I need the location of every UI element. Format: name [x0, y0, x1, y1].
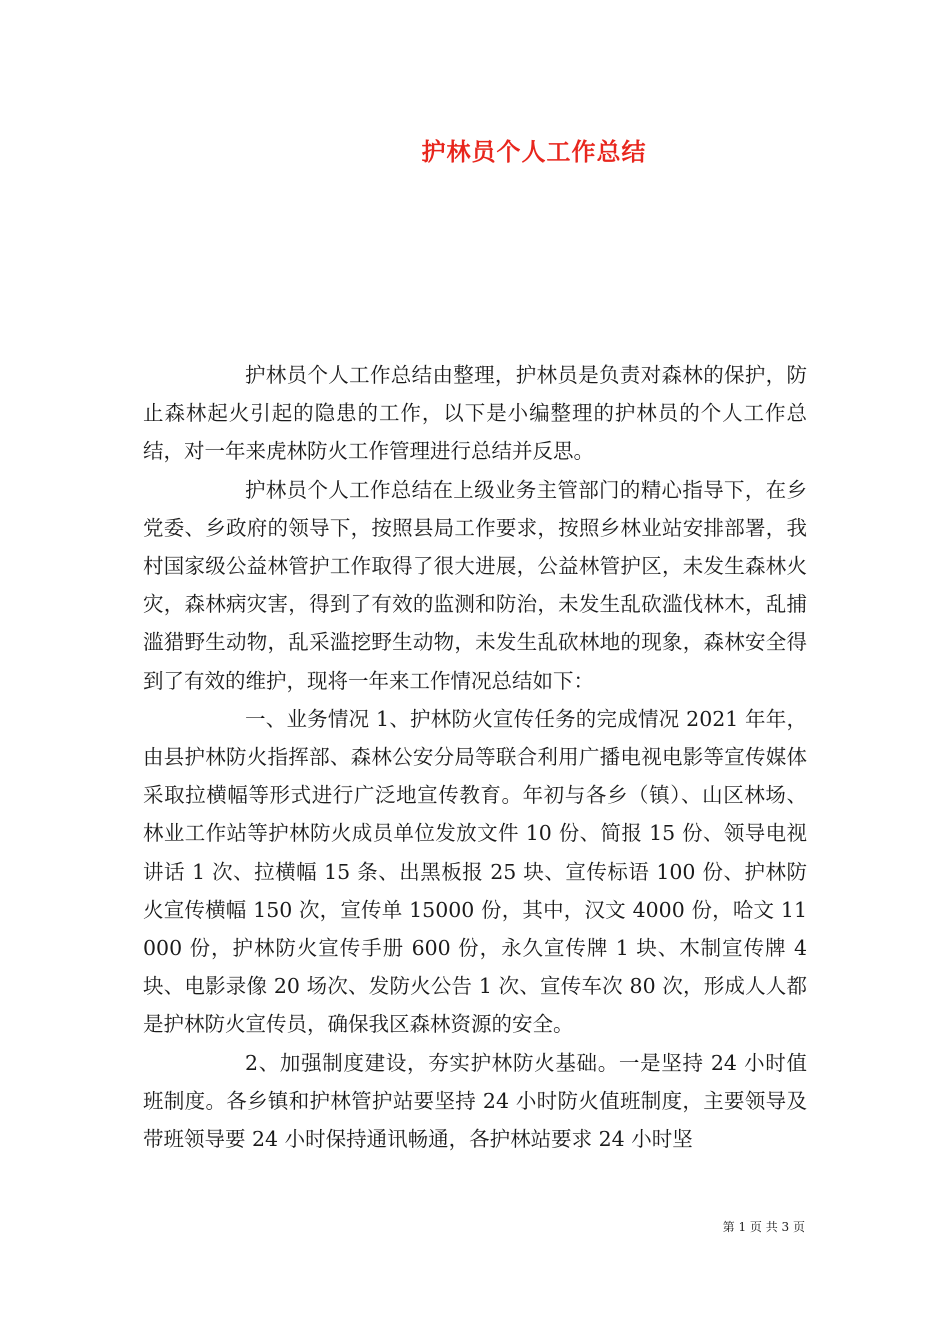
- document-title: 护林员个人工作总结: [421, 138, 647, 166]
- paragraph: 护林员个人工作总结在上级业务主管部门的精心指导下，在乡党委、乡政府的领导下，按照县局工作要求，按照乡林业站安排部署，我村国家级公益林管护工作取得了很大进展，公益林管护区，未发生森林火灾，森林病灾害，得到了有效的监测和防治，未发生乱砍滥伐林木，乱捕滥猎野生动物，乱采滥挖野生动物，未发生乱砍林地的现象，森林安全得到了有效的维护，现将一年来工作情况总结如下：: [143, 477, 807, 693]
- page-number-footer: 第 1 页 共 3 页: [722, 1220, 805, 1234]
- document-body: [143, 356, 807, 1158]
- paragraph: 一、业务情况 1、护林防火宣传任务的完成情况 2021 年年，由县护林防火指挥部、森林公安分局等联合利用广播电视电影等宣传媒体采取拉横幅等形式进行广泛地宣传教育。年初与各乡（镇）、山区林场、林业工作站等护林防火成员单位发放文件 10 份、简报 15 份、领导电视讲话 1 次、拉横幅 15 条、出黑板报 25 块、宣传标语 100 份、护林防火宣传横幅 150 次，宣传单 15000 份，其中，汉文 4000 份，哈文 11000 份，护林防火宣传手册 600 份，永久宣传牌 1 块、木制宣传牌 4 块、电影录像 20 场次、发防火公告 1 次、宣传车次 80 次，形成人人都是护林防火宣传员，确保我区森林资源的安全。: [143, 706, 807, 1037]
- paragraph: 2、加强制度建设，夯实护林防火基础。一是坚持 24 小时值班制度。各乡镇和护林管护站要坚持 24 小时防火值班制度，主要领导及带班领导要 24 小时保持通讯畅通，各护林站要求 24 小时坚: [143, 1050, 807, 1152]
- paragraph: 护林员个人工作总结由整理，护林员是负责对森林的保护，防止森林起火引起的隐患的工作，以下是小编整理的护林员的个人工作总结，对一年来虎林防火工作管理进行总结并反思。: [143, 363, 807, 464]
